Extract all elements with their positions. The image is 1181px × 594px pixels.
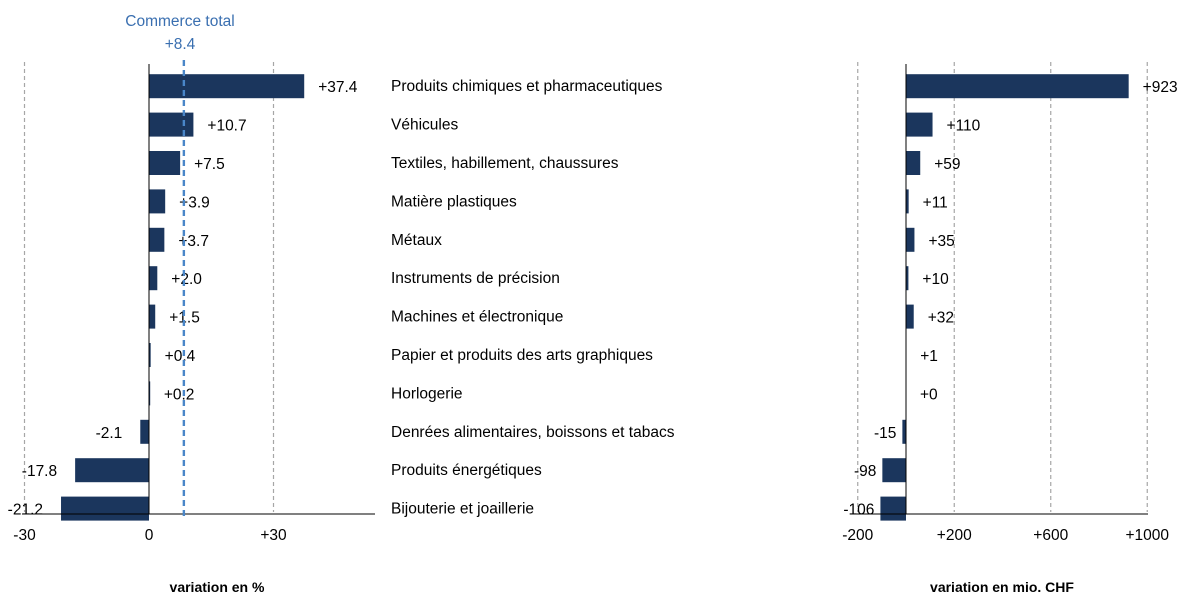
right-bar	[906, 151, 920, 175]
category-label: Horlogerie	[391, 385, 463, 403]
right-value-label: -15	[873, 424, 897, 442]
left-axis-title: variation en %	[169, 579, 265, 594]
right-value-label: -98	[853, 463, 877, 481]
right-value-label: +10	[922, 271, 949, 289]
category-label: Produits chimiques et pharmaceutiques	[391, 78, 663, 96]
left-value-label: +0.2	[163, 386, 195, 404]
category-label: Véhicules	[391, 116, 459, 134]
right-value-label: +0	[920, 386, 938, 404]
left-bar	[75, 458, 149, 482]
left-tick-label: +30	[260, 527, 287, 544]
left-value-label: -21.2	[7, 501, 44, 519]
right-value-label: -106	[843, 501, 875, 519]
category-label: Bijouterie et joaillerie	[391, 500, 535, 518]
right-value-label: +1	[920, 348, 938, 365]
right-chart-mio-chf	[842, 62, 1177, 544]
left-value-label: +3.9	[179, 194, 210, 212]
right-bar	[906, 305, 914, 329]
reference-line-title: Commerce total	[125, 13, 235, 30]
category-label: Denrées alimentaires, boissons et tabacs	[391, 423, 675, 441]
reference-line-value: +8.4	[164, 36, 196, 53]
left-chart-percent	[8, 13, 375, 544]
left-bar	[149, 113, 193, 137]
right-value-label: +110	[946, 117, 981, 135]
right-tick-label: +600	[1033, 527, 1069, 544]
left-value-label: +0.4	[164, 348, 196, 365]
left-value-label: -2.1	[95, 424, 123, 442]
right-value-label: +59	[934, 156, 961, 173]
left-value-label: +37.4	[318, 79, 358, 97]
left-value-label: +2.0	[171, 271, 202, 289]
left-bar	[149, 151, 180, 175]
category-label: Machines et électronique	[391, 308, 564, 326]
right-bar	[906, 228, 914, 252]
right-tick-label: +1000	[1125, 527, 1170, 544]
left-bar	[149, 189, 165, 213]
right-tick-label: -200	[842, 527, 874, 544]
right-tick-label: +200	[936, 527, 972, 544]
right-value-label: +35	[928, 232, 955, 250]
left-value-label: -17.8	[21, 463, 58, 481]
left-value-label: +1.5	[169, 309, 200, 327]
right-value-label: +11	[922, 194, 948, 212]
category-label: Produits énergétiques	[391, 462, 542, 480]
right-bar	[906, 74, 1129, 98]
category-label: Instruments de précision	[391, 270, 560, 288]
category-labels	[391, 78, 675, 517]
left-value-label: +10.7	[207, 117, 247, 135]
category-label: Papier et produits des arts graphiques	[391, 347, 653, 364]
right-bar	[902, 420, 906, 444]
category-label: Matière plastiques	[391, 193, 517, 211]
right-bar	[882, 458, 906, 482]
left-bar	[61, 497, 149, 521]
right-bar	[880, 497, 906, 521]
left-tick-label: -30	[13, 527, 36, 544]
left-tick-label: 0	[144, 527, 154, 544]
left-bar	[149, 228, 164, 252]
right-axis-title: variation en mio. CHF	[930, 579, 1074, 594]
left-value-label: +3.7	[178, 232, 209, 250]
left-bar	[149, 266, 157, 290]
left-bar	[149, 74, 304, 98]
category-label: Textiles, habillement, chaussures	[391, 155, 619, 172]
right-bar	[906, 113, 933, 137]
left-bar	[149, 305, 155, 329]
left-bar	[140, 420, 149, 444]
category-label: Métaux	[391, 231, 442, 249]
right-value-label: +923	[1142, 79, 1178, 97]
right-value-label: +32	[927, 309, 955, 327]
left-value-label: +7.5	[194, 156, 225, 173]
